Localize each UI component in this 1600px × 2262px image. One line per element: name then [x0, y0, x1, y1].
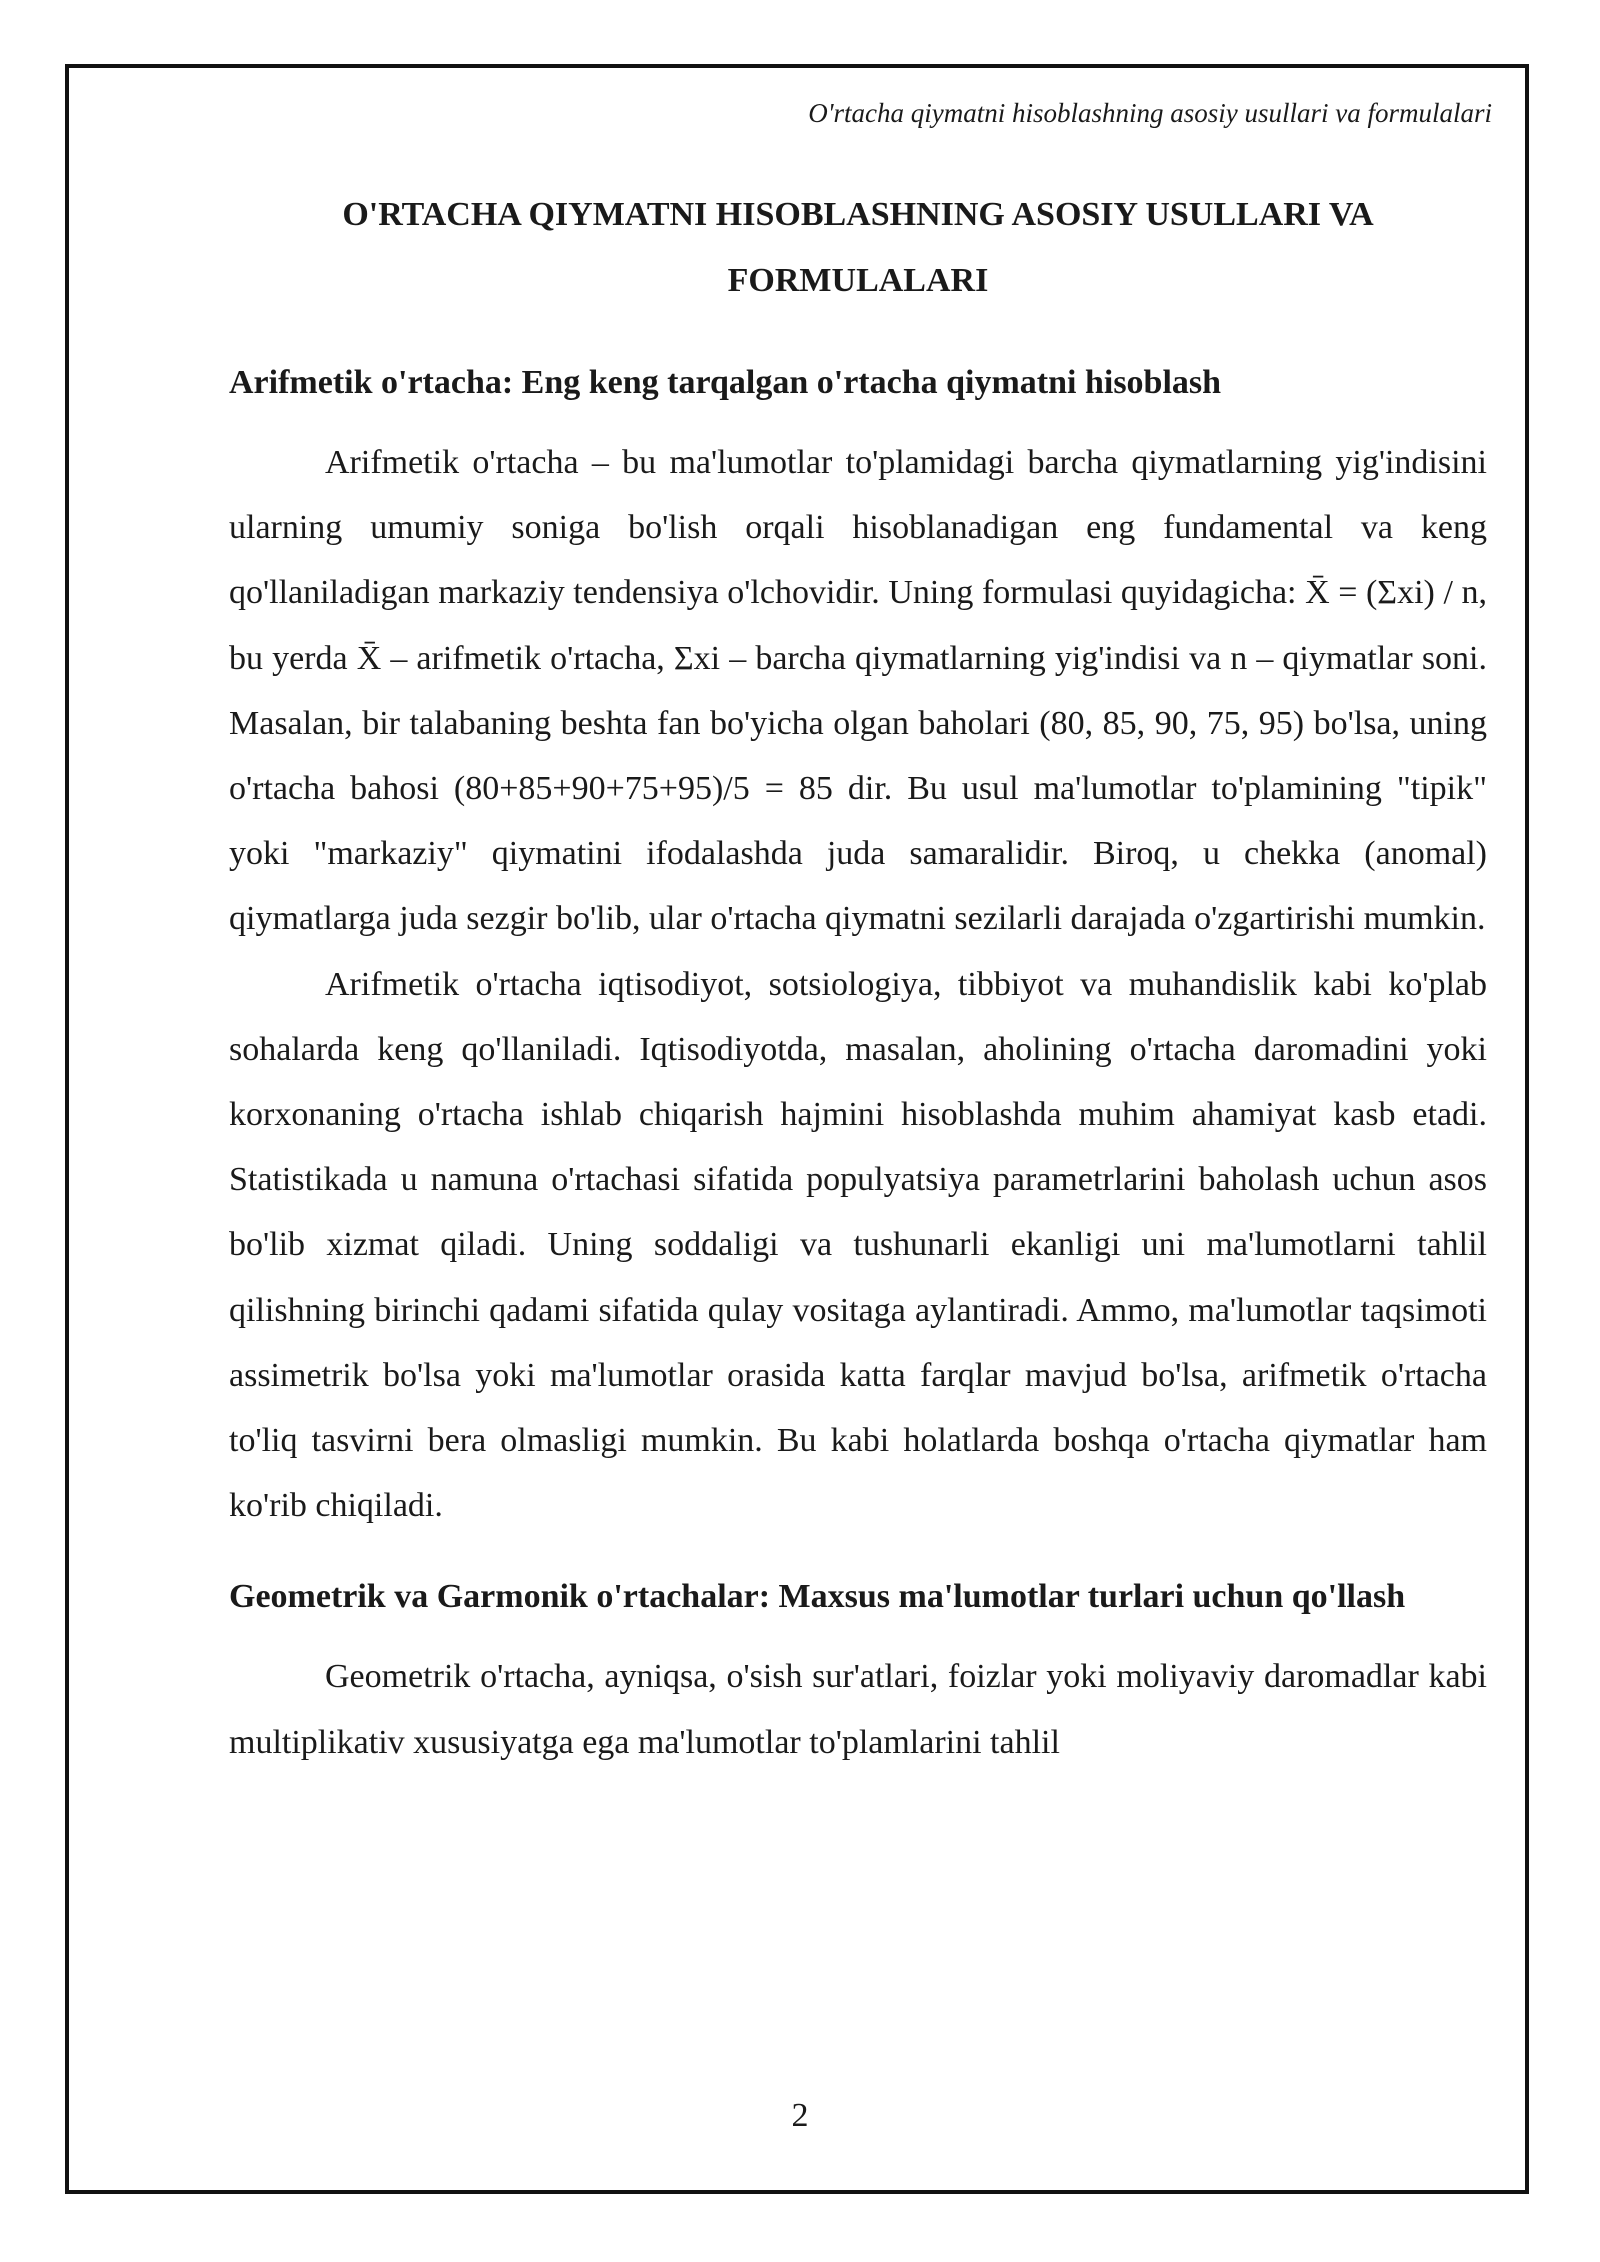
paragraph-geometric-intro: Geometrik o'rtacha, ayniqsa, o'sish sur'atlari, foizlar yoki moliyaviy daromadlar kabi multiplikativ xususiyatga ega ma'lumotlar to'plamlarini tahlil [229, 1658, 1487, 1761]
paragraph-arithmetic-definition: Arifmetik o'rtacha – bu ma'lumotlar to'plamidagi barcha qiymatlarning yig'indisini ularning umumiy soniga bo'lish orqali hisoblanadigan eng fundamental va keng qo'llaniladigan markaziy tendensiya o'lchovidir. Uning formulasi quyidagicha: X̄ = (Σxi) / n, bu yerda X̄ – arifmetik o'rtacha, Σxi – barcha qiymatlarning yig'indisi va n – qiymatlar soni. Masalan, bir talabaning beshta fan bo'yicha olgan baholari (80, 85, 90, 75, 95) bo'lsa, uning o'rtacha bahosi (80+85+90+75+95)/5 = 85 dir. Bu usul ma'lumotlar to'plamining "tipik" yoki "markaziy" qiymatini ifodalashda juda samaralidir. Biroq, u chekka (anomal) qiymatlarga juda sezgir bo'lib, ular o'rtacha qiymatni sezilarli darajada o'zgartirishi mumkin. [229, 444, 1487, 938]
section-heading-arithmetic-mean: Arifmetik o'rtacha: Eng keng tarqalgan o'rtacha qiymatni hisoblash [229, 364, 1222, 401]
running-header: O'rtacha qiymatni hisoblashning asosiy usullari va formulalari [808, 98, 1492, 128]
page-number: 2 [791, 2097, 809, 2134]
page-content [229, 182, 1487, 1775]
document-title: O'RTACHA QIYMATNI HISOBLASHNING ASOSIY USULLARI VA FORMULALARI [342, 196, 1374, 299]
paragraph-arithmetic-applications: Arifmetik o'rtacha iqtisodiyot, sotsiologiya, tibbiyot va muhandislik kabi ko'plab sohalarda keng qo'llaniladi. Iqtisodiyotda, masalan, aholining o'rtacha daromadini yoki korxonaning o'rtacha ishlab chiqarish hajmini hisoblashda muhim ahamiyat kasb etadi. Statistikada u namuna o'rtachasi sifatida populyatsiya parametrlarini baholash uchun asos bo'lib xizmat qiladi. Uning soddaligi va tushunarli ekanligi uni ma'lumotlarni tahlil qilishning birinchi qadami sifatida qulay vositaga aylantiradi. Ammo, ma'lumotlar taqsimoti assimetrik bo'lsa yoki ma'lumotlar orasida katta farqlar mavjud bo'lsa, arifmetik o'rtacha to'liq tasvirni bera olmasligi mumkin. Bu kabi holatlarda boshqa o'rtacha qiymatlar ham ko'rib chiqiladi. [229, 965, 1487, 1525]
section-heading-geometric-harmonic: Geometrik va Garmonik o'rtachalar: Maxsus ma'lumotlar turlari uchun qo'llash [229, 1578, 1406, 1616]
